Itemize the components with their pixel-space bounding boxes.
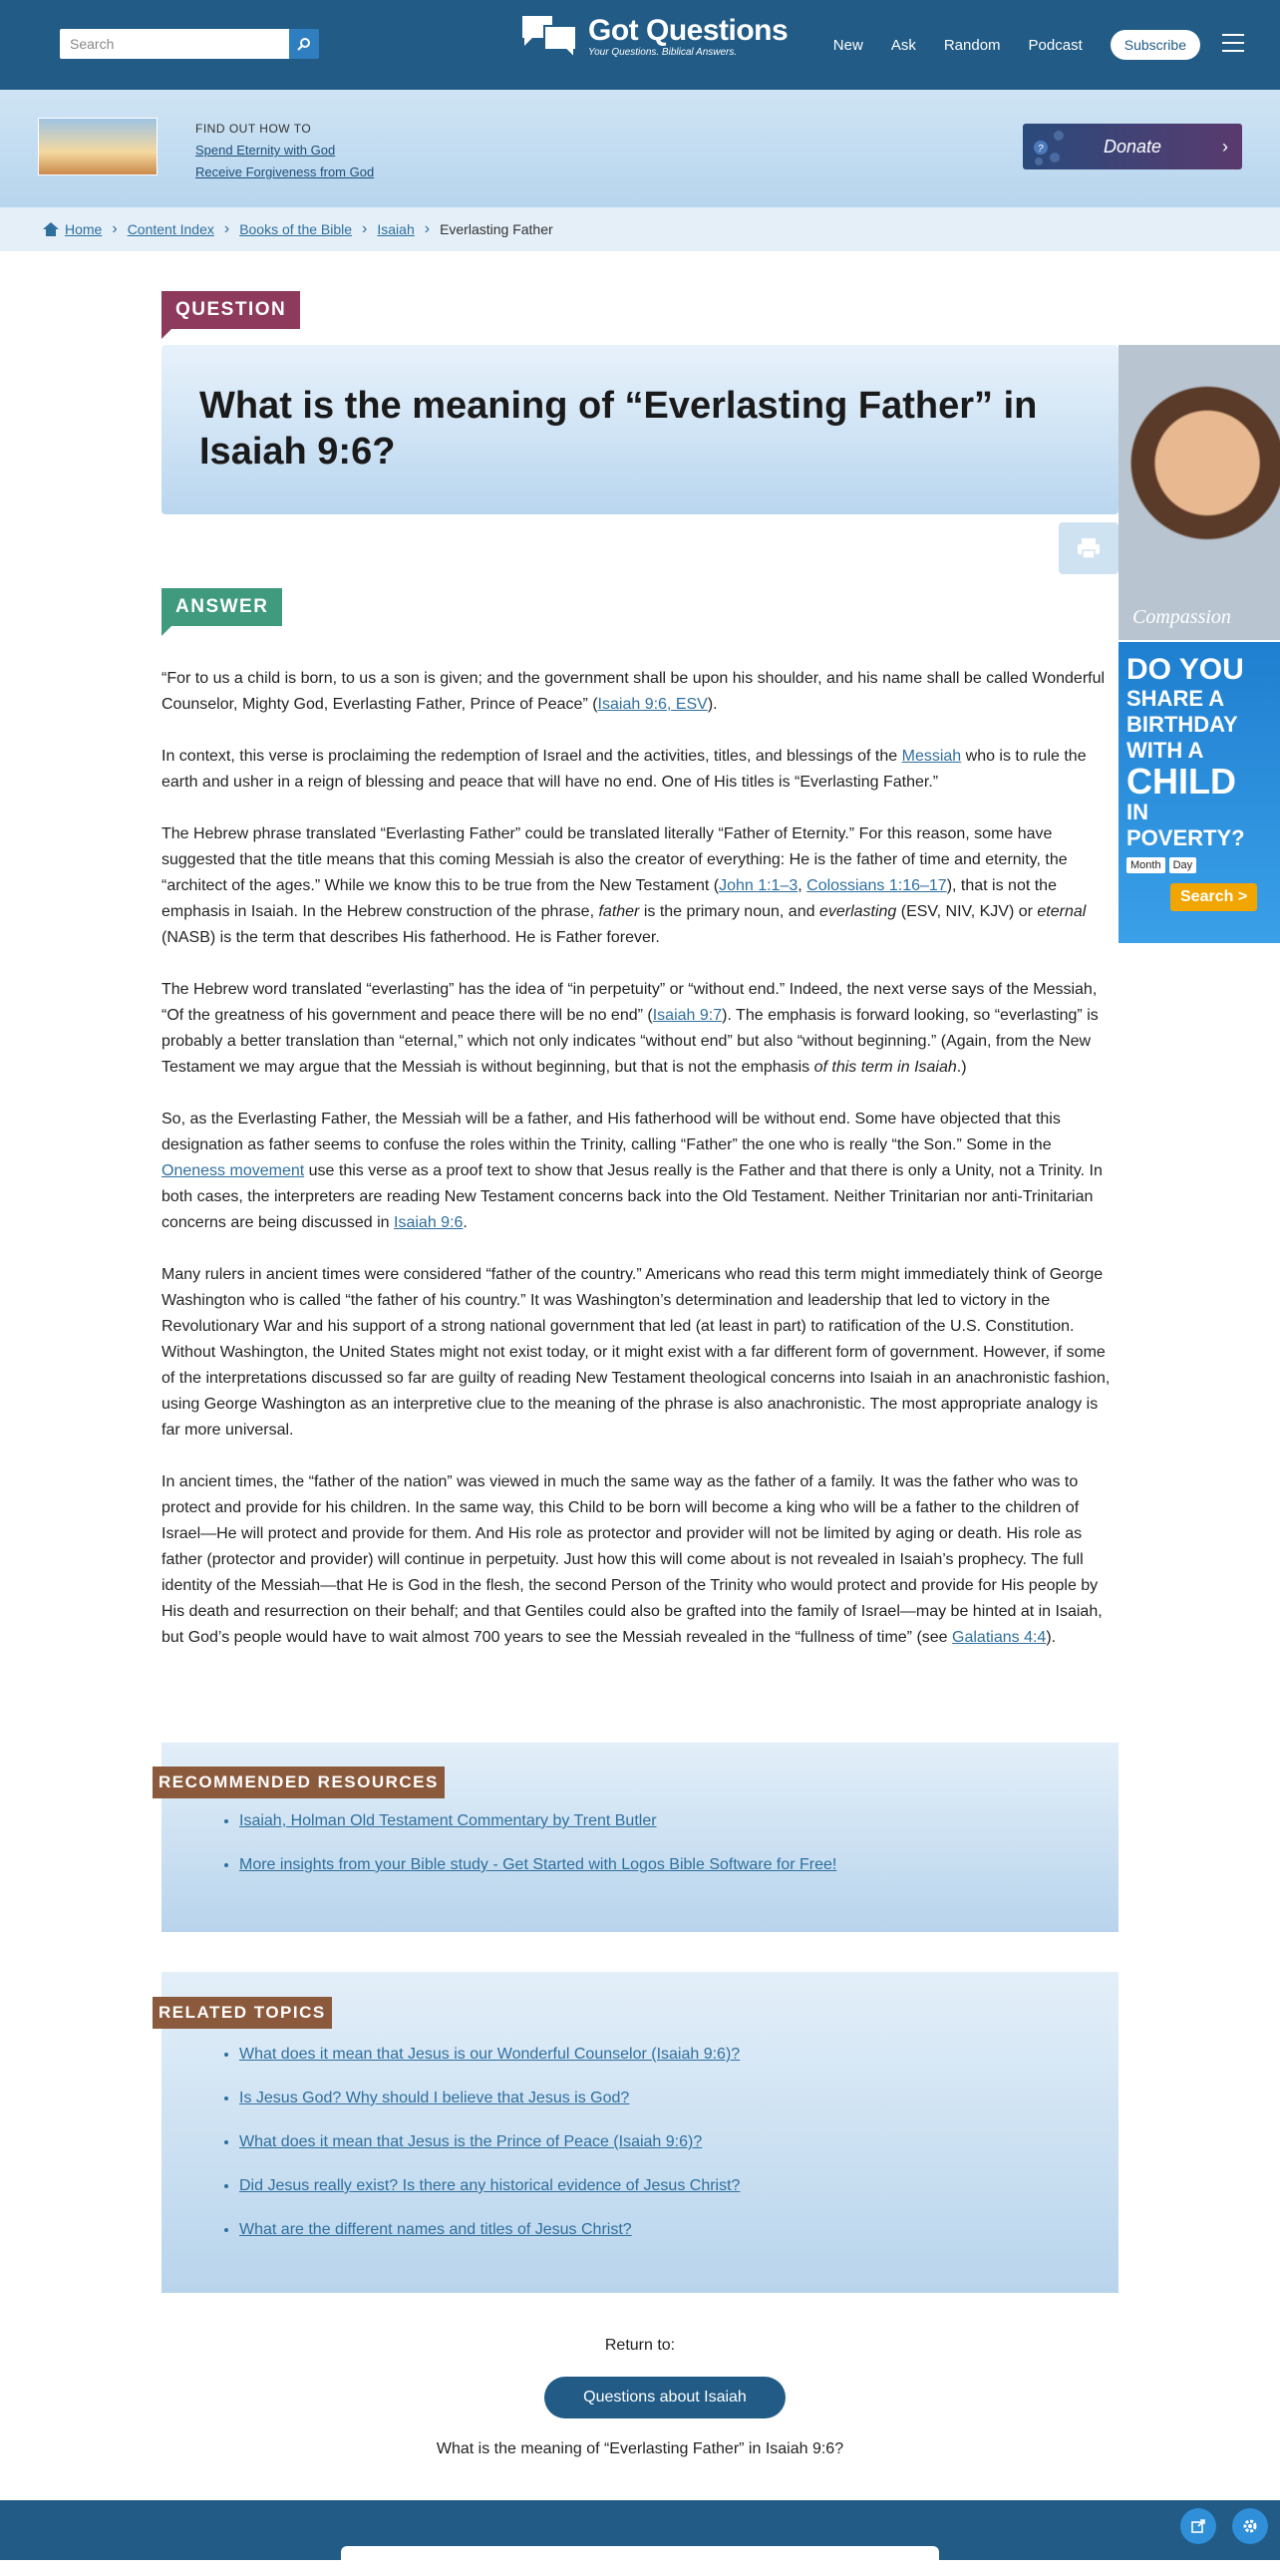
answer-paragraph: So, as the Everlasting Father, the Messiah will be a father, and His fatherhood will be without end. Some have objected that this designation as father seems to confuse the roles within the Trinity, calling “Father” the one who is really “the Son.” Some in the Oneness movement use this verse as a proof text to show that Jesus really is the Father and that there is only a Unity, not a Trinity. In both cases, the interpreters are reading New Testament concerns back into the Old Testament. Neither Trinitarian nor anti-Trinitarian concerns are being discussed in Isaiah 9:6. — [161, 1111, 1103, 1231]
question-dots-icon — [1031, 128, 1071, 165]
answer-paragraph: “For to us a child is born, to us a son is given; and the government shall be upon his shoulder, and his name shall be called Wonderful Counselor, Mighty God, Everlasting Father, Prince of Peace” (Isaiah 9:6, ESV). — [161, 670, 1106, 713]
ad-month-select[interactable]: Month — [1126, 857, 1165, 873]
related-topic-link[interactable]: Did Jesus really exist? Is there any historical evidence of Jesus Christ? — [239, 2177, 741, 2194]
chevron-right-icon: › — [112, 220, 118, 237]
scripture-link-galatians-4-4[interactable]: Galatians 4:4 — [952, 1629, 1047, 1646]
question-box — [161, 345, 1119, 514]
promo-link-forgiveness[interactable]: Receive Forgiveness from God — [195, 164, 375, 179]
menu-icon[interactable] — [1222, 34, 1244, 52]
related-topics-label: RELATED TOPICS — [153, 1997, 332, 2029]
chevron-right-icon: › — [1222, 136, 1228, 157]
nav-random[interactable]: Random — [943, 36, 1001, 54]
promo-image — [38, 118, 158, 175]
ad-day-select[interactable]: Day — [1169, 857, 1197, 873]
list-item[interactable] — [239, 2173, 1119, 2199]
return-button[interactable]: Questions about Isaiah — [544, 2377, 786, 2418]
ad-text: CHILD — [1126, 761, 1236, 802]
breadcrumb-isaiah[interactable]: Isaiah — [377, 221, 415, 237]
answer-paragraph: In ancient times, the “father of the nation” was viewed in much the same way as the father of a family. It was the father who was to protect and provide for his children. In the same way, this Child to be born will become a king who will be a father to the children of Israel—He will protect and provide for them. And His role as protector and provider will not be limited by aging or death. His role as father (protector and provider) will continue in perpetuity. Just how this will come about is not revealed in Isaiah’s prophecy. The full identity of the Messiah—that He is God in the flesh, the second Person of the Trinity who would protect and provide for His people by His death and resurrection on their behalf; and that Gentiles could also be grafted into the family of Israel—may be hinted at in Isaiah, but God’s people would have to wait almost 700 years to see the Messiah revealed in the “fullness of time” (see Galatians 4:4). — [161, 1473, 1103, 1646]
chevron-right-icon: › — [362, 220, 368, 237]
ad-brand: Compassion — [1132, 606, 1231, 628]
nav-podcast[interactable]: Podcast — [1028, 36, 1083, 54]
answer-label: ANSWER — [161, 588, 282, 626]
nav-ask[interactable]: Ask — [890, 36, 916, 54]
ad-child-photo[interactable] — [1119, 345, 1280, 640]
ad-text: WITH A — [1126, 738, 1204, 763]
link-messiah[interactable]: Messiah — [901, 748, 962, 765]
page-title: What is the meaning of “Everlasting Father” in Isaiah 9:6? — [199, 385, 1038, 473]
footer — [0, 2500, 1280, 2560]
breadcrumb-current: Everlasting Father — [440, 221, 553, 237]
logo-tagline: Your Questions. Biblical Answers. — [588, 47, 738, 58]
donate-button[interactable] — [1023, 124, 1242, 169]
ad-text: DO YOU — [1126, 653, 1244, 686]
recommended-resources-label: RECOMMENDED RESOURCES — [153, 1767, 445, 1798]
answer-paragraph: Many rulers in ancient times were considered “father of the country.” Americans who read this term might immediately think of George Washington who is called “the father of his country.” It was Washington’s determination and leadership that led to victory in the Revolutionary War and his support of a strong national government that led (at least in part) to ratification of the U.S. Constitution. Without Washington, the United States might not exist today, or it might exist with a far different form of government. However, if some of the interpretations discussed so far are guilty of reading New Testament theological concerns into Isaiah in an anachronistic fashion, using George Washington as an interpretive clue to the meaning of the phrase is also anachronistic. The most appropriate analogy is far more universal. — [161, 1266, 1111, 1439]
share-icon — [1190, 2518, 1206, 2534]
breadcrumb-home[interactable]: Home — [65, 221, 103, 237]
ad-text: IN POVERTY? — [1126, 800, 1245, 850]
ad-search-button[interactable]: Search > — [1170, 883, 1257, 911]
printer-icon — [1076, 536, 1102, 560]
promo-kicker: FIND OUT HOW TO — [195, 122, 312, 136]
question-label: QUESTION — [161, 291, 300, 329]
main-nav — [833, 30, 1200, 60]
scripture-link-isaiah-9-6[interactable]: Isaiah 9:6, ESV — [597, 696, 708, 713]
chevron-right-icon: › — [223, 220, 230, 237]
related-topic-link[interactable]: What does it mean that Jesus is the Prince of Peace (Isaiah 9:6)? — [239, 2133, 703, 2150]
search-form — [60, 29, 319, 59]
related-topic-link[interactable]: What are the different names and titles of Jesus Christ? — [239, 2221, 632, 2238]
resource-link[interactable]: Isaiah, Holman Old Testament Commentary by Trent Butler — [239, 1812, 657, 1829]
breadcrumb — [0, 207, 1280, 251]
scripture-link-john-1-1[interactable]: John 1:1–3 — [719, 877, 799, 894]
nav-new[interactable]: New — [832, 36, 863, 54]
subscribe-button[interactable]: Subscribe — [1111, 30, 1200, 60]
search-icon — [297, 37, 311, 51]
search-input[interactable] — [60, 29, 289, 59]
breadcrumb-books-of-the-bible[interactable]: Books of the Bible — [239, 221, 353, 237]
ad-text: SHARE A — [1126, 686, 1225, 711]
top-navbar — [0, 0, 1280, 90]
svg-text:?: ? — [1038, 144, 1044, 155]
breadcrumb-content-index[interactable]: Content Index — [127, 221, 214, 237]
search-button[interactable] — [289, 29, 319, 59]
link-oneness-movement[interactable]: Oneness movement — [161, 1162, 305, 1179]
list-item[interactable] — [239, 2217, 1119, 2243]
related-topic-link[interactable]: What does it mean that Jesus is our Wonderful Counselor (Isaiah 9:6)? — [239, 2046, 741, 2063]
speech-bubbles-icon — [518, 12, 580, 62]
list-item[interactable] — [239, 2086, 1119, 2111]
list-item[interactable] — [239, 1808, 1119, 1834]
related-topic-link[interactable]: Is Jesus God? Why should I believe that Jesus is God? — [239, 2090, 630, 2106]
answer-paragraph: The Hebrew word translated “everlasting” has the idea of “in perpetuity” or “without end.” Indeed, the next verse says of the Messiah, “Of the greatness of his government and peace there will be no end” (Isaiah 9:7). The emphasis is forward looking, so “everlasting” is probably a better translation than “eternal,” which not only indicates “without end” but also “without beginning.” (Again, from the New Testament we may argue that the Messiah is without beginning, but that is not the emphasis of this term in Isaiah.) — [161, 981, 1099, 1076]
footer-search-bar[interactable] — [341, 2546, 939, 2576]
donate-label: Donate — [1103, 136, 1162, 157]
gear-icon — [1241, 2517, 1259, 2535]
print-button[interactable] — [1059, 522, 1119, 574]
ad-birthday-banner[interactable] — [1119, 642, 1280, 943]
home-icon — [42, 221, 60, 237]
list-item[interactable] — [239, 1852, 1119, 1878]
answer-paragraph: The Hebrew phrase translated “Everlasting Father” could be translated literally “Father of Eternity.” For this reason, some have suggested that the title means that this coming Messiah is also the creator of everything: He is the father of time and eternity, the “architect of the ages.” While we know this to be true from the New Testament (John 1:1–3, Colossians 1:16–17), that is not the emphasis in Isaiah. In the Hebrew construction of the phrase, father is the primary noun, and everlasting (ESV, NIV, KJV) or eternal (NASB) is the term that describes His fatherhood. He is Father forever. — [161, 825, 1087, 946]
site-logo[interactable] — [518, 12, 788, 62]
promo-link-eternity[interactable]: Spend Eternity with God — [195, 143, 336, 158]
return-current-question: What is the meaning of “Everlasting Father” in Isaiah 9:6? — [436, 2440, 844, 2457]
share-button[interactable] — [1180, 2508, 1216, 2544]
chevron-right-icon: › — [424, 220, 431, 237]
return-prompt: Return to: — [604, 2337, 676, 2354]
list-item[interactable] — [239, 2129, 1119, 2155]
resource-link[interactable]: More insights from your Bible study - Get Started with Logos Bible Software for Free! — [239, 1856, 837, 1873]
answer-body — [161, 666, 1119, 1677]
answer-paragraph: In context, this verse is proclaiming the redemption of Israel and the activities, titles, and blessings of the Messiah who is to rule the earth and usher in a reign of blessing and peace that will have no end. One of His titles is “Everlasting Father.” — [161, 748, 1087, 791]
settings-button[interactable] — [1232, 2508, 1268, 2544]
promo-banner — [0, 90, 1280, 207]
logo-name: Got Questions — [588, 14, 789, 47]
list-item[interactable] — [239, 2042, 1119, 2068]
scripture-link-colossians-1-16[interactable]: Colossians 1:16–17 — [806, 877, 947, 894]
scripture-link-isaiah-9-6[interactable]: Isaiah 9:6 — [394, 1214, 464, 1231]
scripture-link-isaiah-9-7[interactable]: Isaiah 9:7 — [652, 1007, 723, 1024]
ad-text: BIRTHDAY — [1126, 712, 1238, 737]
